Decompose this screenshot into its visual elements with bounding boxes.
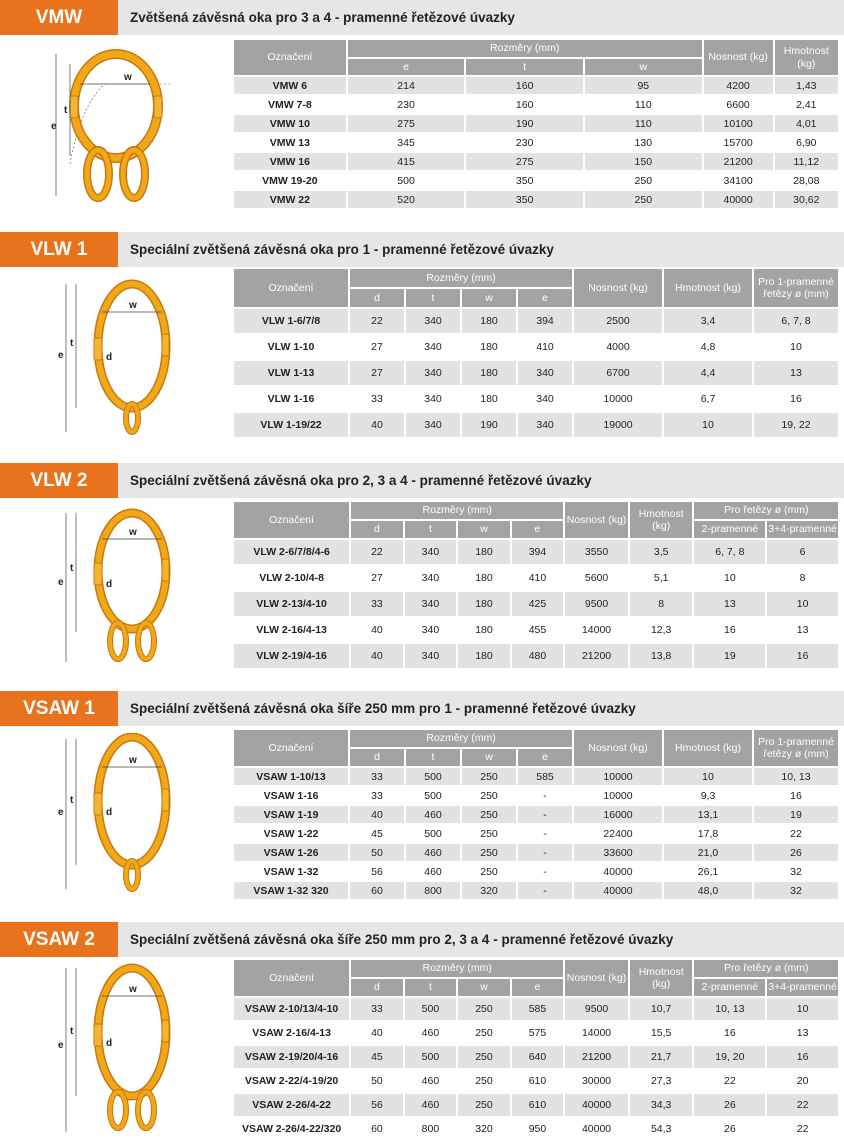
section-tag: VMW [0, 0, 118, 35]
col-dimensions: Rozměry (mm) [348, 40, 702, 57]
col-dim: e [518, 289, 572, 307]
col-dim: w [458, 521, 510, 538]
col-weight: Hmotnost (kg) [664, 269, 752, 307]
spec-table [232, 267, 840, 439]
dim-d-label: d [106, 1038, 113, 1049]
section-title: Zvětšená závěsná oka pro 3 a 4 - pramenné řetězové úvazky [130, 10, 515, 25]
col-capacity: Nosnost (kg) [565, 502, 628, 538]
table-row: VMW 22 520 350 250 40000 30,62 [234, 191, 838, 208]
table-row: VSAW 2-10/13/4-10 33 500 250 585 9500 10,7 10, 13 10 [234, 998, 838, 1020]
dim-t-label: t [70, 1026, 74, 1037]
table-row: VSAW 2-19/20/4-16 45 500 250 640 21200 21,7 19, 20 16 [234, 1046, 838, 1068]
col-chain-34: 3+4-pramenné [767, 521, 838, 538]
section-title: Speciální zvětšená závěsná oka šíře 250 mm pro 2, 3 a 4 - pramenné řetězové úvazky [130, 932, 674, 947]
col-designation: Označení [234, 502, 349, 538]
col-dim: w [462, 289, 516, 307]
table-row: VSAW 2-16/4-13 40 460 250 575 14000 15,5 16 13 [252, 1027, 809, 1039]
master-link-illustration [50, 962, 180, 1142]
dim-t-label: t [70, 563, 74, 574]
master-link-illustration [50, 507, 180, 677]
dim-e-label: e [58, 807, 64, 818]
section-tag: VSAW 2 [0, 922, 118, 957]
dim-w-label: w [129, 527, 137, 538]
col-dim: d [350, 289, 404, 307]
table-row: VSAW 1-32 56 460 250 - 40000 26,1 32 [263, 865, 802, 878]
section-vmw [0, 0, 844, 215]
col-chain-2: 2-pramenné [694, 521, 765, 538]
table-row: VLW 1-10 27 340 180 410 4000 4,8 10 [267, 341, 802, 353]
col-chain: Pro řetězy ø (mm) [694, 502, 838, 519]
col-chain: Pro 1-pramenné řetězy ø (mm) [754, 730, 838, 766]
table-row: VSAW 2-26/4-22/320 60 800 320 950 40000 54,3 26 22 [241, 1123, 809, 1135]
table-row: VMW 13 345 230 130 15700 6,90 [269, 136, 817, 149]
section-header-bar [0, 691, 844, 726]
table-row: VLW 2-6/7/8/4-6 22 340 180 394 3550 3,5 6, 7, 8 6 [234, 540, 838, 564]
table-row: VLW 2-10/4-8 27 340 180 410 5600 5,1 10 8 [259, 572, 806, 584]
col-dim: t [406, 289, 460, 307]
col-dim: d [350, 749, 404, 766]
master-link-illustration [50, 278, 180, 443]
col-designation: Označení [234, 269, 348, 307]
table-row: VLW 1-16 33 340 180 340 10000 6,7 16 [267, 393, 802, 405]
dim-t-label: t [70, 338, 74, 349]
section-header-bar [0, 922, 844, 957]
col-designation: Označení [234, 960, 349, 996]
col-dim: e [518, 749, 572, 766]
col-dimensions: Rozměry (mm) [350, 730, 572, 747]
col-chain-2: 2-pramenné [694, 979, 765, 996]
dim-w-label: w [129, 755, 137, 766]
section-vlw2 [0, 463, 844, 678]
table-row: VMW 10 275 190 110 10100 4,01 [234, 115, 838, 132]
spec-table [232, 500, 840, 670]
section-title: Speciální zvětšená závěsná oka pro 2, 3 a 4 - pramenné řetězové úvazky [130, 473, 592, 488]
section-tag: VLW 1 [0, 232, 118, 267]
table-row: VSAW 2-26/4-22 56 460 250 610 40000 34,3 26 22 [234, 1094, 838, 1116]
section-tag: VSAW 1 [0, 691, 118, 726]
col-capacity: Nosnost (kg) [574, 730, 662, 766]
col-dim: t [405, 521, 457, 538]
table-row: VSAW 1-32 320 60 800 320 - 40000 48,0 32 [234, 882, 838, 899]
section-vsaw1 [0, 691, 844, 906]
dim-w-label: w [129, 300, 137, 311]
col-weight: Hmotnost (kg) [630, 960, 693, 996]
col-dim: d [351, 521, 403, 538]
dim-w-label: w [129, 984, 137, 995]
col-weight: Hmotnost (kg) [630, 502, 693, 538]
spec-table [232, 958, 840, 1142]
section-header-bar [0, 0, 844, 35]
table-row: VSAW 1-22 45 500 250 - 22400 17,8 22 [263, 827, 802, 840]
table-row: VMW 7-8 230 160 110 6600 2,41 [267, 98, 817, 111]
spec-table [232, 38, 840, 210]
section-header-bar [0, 463, 844, 498]
table-row: VSAW 1-10/13 33 500 250 585 10000 10 10, 13 [234, 768, 838, 785]
dim-t-label: t [64, 105, 68, 116]
col-dim: t [405, 979, 457, 996]
section-title: Speciální zvětšená závěsná oka šíře 250 mm pro 1 - pramenné řetězové úvazky [130, 701, 636, 716]
col-dimensions: Rozměry (mm) [350, 269, 572, 287]
col-weight: Hmotnost (kg) [664, 730, 752, 766]
section-title: Speciální zvětšená závěsná oka pro 1 - pramenné řetězové úvazky [130, 242, 554, 257]
master-link-illustration [50, 733, 180, 903]
table-row: VLW 1-13 27 340 180 340 6700 4,4 13 [234, 361, 838, 385]
dim-d-label: d [106, 807, 113, 818]
table-row: VMW 16 415 275 150 21200 11,12 [234, 153, 838, 170]
table-row: VSAW 2-22/4-19/20 50 460 250 610 30000 27,3 22 20 [244, 1075, 809, 1087]
table-row: VSAW 1-16 33 500 250 - 10000 9,3 16 [263, 789, 802, 802]
col-dim: t [406, 749, 460, 766]
col-dim: w [462, 749, 516, 766]
table-row: VMW 19-20 500 350 250 34100 28,08 [262, 174, 820, 187]
col-capacity: Nosnost (kg) [565, 960, 628, 996]
dim-w-label: w [124, 72, 132, 83]
col-chain-34: 3+4-pramenné [767, 979, 838, 996]
table-row: VSAW 1-19 40 460 250 - 16000 13,1 19 [234, 806, 838, 823]
table-row: VLW 2-16/4-13 40 340 180 455 14000 12,3 16 13 [256, 624, 809, 636]
col-dim: e [512, 521, 564, 538]
col-chain: Pro řetězy ø (mm) [694, 960, 838, 977]
master-link-illustration [50, 46, 180, 216]
dim-d-label: d [106, 579, 113, 590]
dim-e-label: e [58, 1040, 64, 1051]
col-designation: Označení [234, 40, 346, 75]
section-vlw1 [0, 232, 844, 447]
dim-t-label: t [70, 795, 74, 806]
col-dim: w [585, 59, 702, 75]
section-tag: VLW 2 [0, 463, 118, 498]
table-row: VSAW 1-26 50 460 250 - 33600 21,0 26 [234, 844, 838, 861]
table-row: VLW 1-19/22 40 340 190 340 19000 10 19, 22 [234, 413, 838, 437]
col-dim: d [351, 979, 403, 996]
dim-e-label: e [58, 577, 64, 588]
dim-e-label: e [58, 350, 64, 361]
col-weight: Hmotnost (kg) [775, 40, 838, 75]
table-row: VMW 6 214 160 95 4200 1,43 [234, 77, 838, 94]
col-dim: w [458, 979, 510, 996]
col-dim: e [348, 59, 465, 75]
spec-table [232, 728, 840, 901]
col-designation: Označení [234, 730, 348, 766]
col-dimensions: Rozměry (mm) [351, 960, 563, 977]
table-row: VLW 2-13/4-10 33 340 180 425 9500 8 13 10 [234, 592, 838, 616]
col-dim: e [512, 979, 564, 996]
col-capacity: Nosnost (kg) [704, 40, 773, 75]
section-vsaw2 [0, 922, 844, 1145]
dim-d-label: d [106, 352, 113, 363]
col-chain: Pro 1-pramenné řetězy ø (mm) [754, 269, 838, 307]
col-capacity: Nosnost (kg) [574, 269, 662, 307]
table-row: VLW 1-6/7/8 22 340 180 394 2500 3,4 6, 7, 8 [234, 309, 838, 333]
section-header-bar [0, 232, 844, 267]
col-dimensions: Rozměry (mm) [351, 502, 563, 519]
dim-e-label: e [51, 121, 57, 132]
table-row: VLW 2-19/4-16 40 340 180 480 21200 13,8 19 16 [234, 644, 838, 668]
col-dim: t [466, 59, 583, 75]
